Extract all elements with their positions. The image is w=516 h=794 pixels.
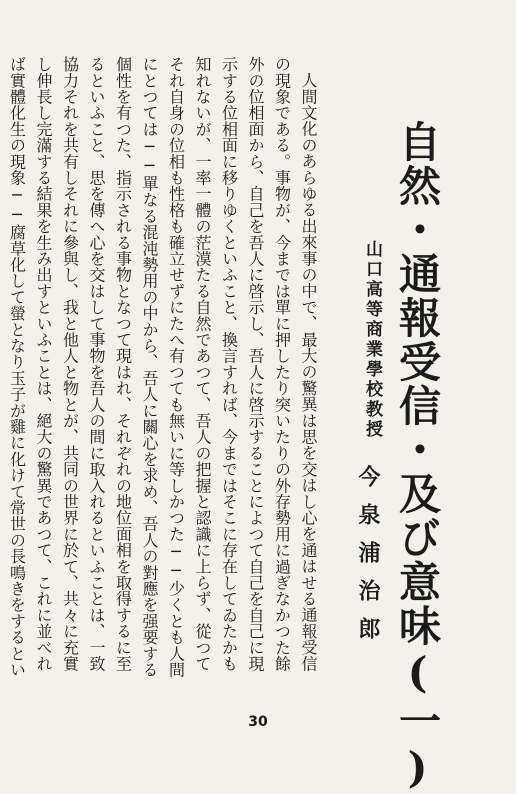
author-affiliation: 山口高等商業學校教授 [362, 240, 382, 440]
page-number: 30 [248, 714, 268, 730]
article-title: 自然・通報受信・及び意味(一) [393, 120, 442, 794]
body-paragraph: 人間文化のあらゆる出來事の中で、最大の驚異は思を交はし心を通はせる通報受信の現象である。事物が、今までは單に押したり突いたりの外存勢用に過ぎなかつた餘外の位相面から、自己を吾人に啓示し、吾人に啓示することによつて自己を自己に現示する位相面に移りゆくといふこと、換言すれば、今まではそこに存在してゐたかも知れないが、一率一體の茫漠たる自然であつて、吾人の把握と認識に上らず、從つてそれ自身の位相も性格も確立せずにたへ有つても無いに等しかつた──少くとも人間にとつては──單なる混沌勢用の中から、吾人に關心を求め、吾人の對應を强要する個性を有つた、指示される事物となつて現はれ、それぞれの地位面相を取得するに至るといふこと、思を傳へ心を交はして事物を吾人の間に取入れるといふことは、一致協力それを共有しそれに參與し、我と他人と物とが、共同の世界に於て、共々に充實し伸長し完滿する結果を生み出すといふことは、絕大の驚異であつて、これに並べれば實體化生の現象──腐草化して螢となり玉子が雞に化けて常世の長鳴きをするとい [7, 56, 318, 678]
article-body [7, 56, 321, 686]
author-name: 今泉浦治郎 [355, 465, 381, 655]
